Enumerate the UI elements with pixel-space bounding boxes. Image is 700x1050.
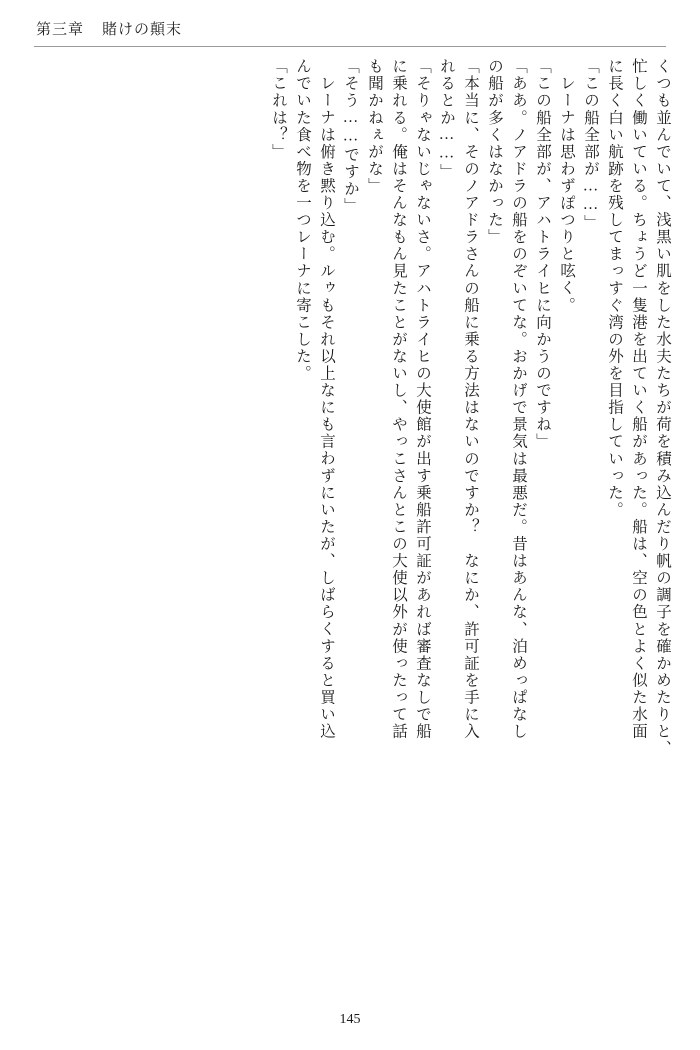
text-line: 「そう……ですか」 (342, 58, 359, 215)
text-line: んでいた食べ物を一つレーナに寄こした。 (294, 58, 311, 382)
text-line: 「この船全部が……」 (582, 58, 599, 232)
text-line: レーナは思わずぽつりと呟く。 (558, 75, 575, 314)
chapter-number: 第三章 (36, 22, 85, 38)
text-line: 「本当に、そのノアドラさんの船に乗る方法はないのですか？ なにか、許可証を手に入 (462, 58, 479, 740)
text-line: レーナは俯き黙り込む。ルゥもそれ以上なにも言わずにいたが、しばらくすると買い込 (318, 75, 335, 740)
text-line: 「そりゃないじゃないさ。アハトライヒの大使館が出す乗船許可証があれば審査なしで船 (414, 58, 431, 740)
page-number: 145 (339, 1012, 361, 1027)
text-line: の船が多くはなかった」 (486, 58, 503, 246)
text-line: に長く白い航跡を残してまっすぐ湾の外を目指していった。 (606, 58, 623, 519)
running-head (36, 18, 182, 39)
text-line: 「これは？」 (270, 58, 287, 161)
chapter-title: 賭けの顛末 (102, 22, 183, 38)
header-divider (34, 46, 666, 47)
text-line: 「この船全部が、アハトライヒに向かうのですね」 (534, 58, 551, 451)
text-line: くつも並んでいて、浅黒い肌をした水夫たちが荷を積み込んだり帆の調子を確かめたりと、 (654, 58, 671, 758)
text-line: 忙しく働いている。ちょうど一隻港を出ていく船があった。船は、空の色とよく似た水面 (630, 58, 647, 740)
text-line: れるとか……」 (438, 58, 455, 181)
vertical-text-body (30, 58, 670, 998)
text-line: も聞かねぇがな」 (366, 58, 383, 195)
text-line: に乗れる。俺はそんなもん見たことがないし、やっこさんとこの大使以外が使ったって話 (390, 58, 407, 740)
text-line: 「ああ。ノアドラの船をのぞいてな。おかげで景気は最悪だ。昔はあんな、泊めっぱなし (510, 58, 527, 740)
